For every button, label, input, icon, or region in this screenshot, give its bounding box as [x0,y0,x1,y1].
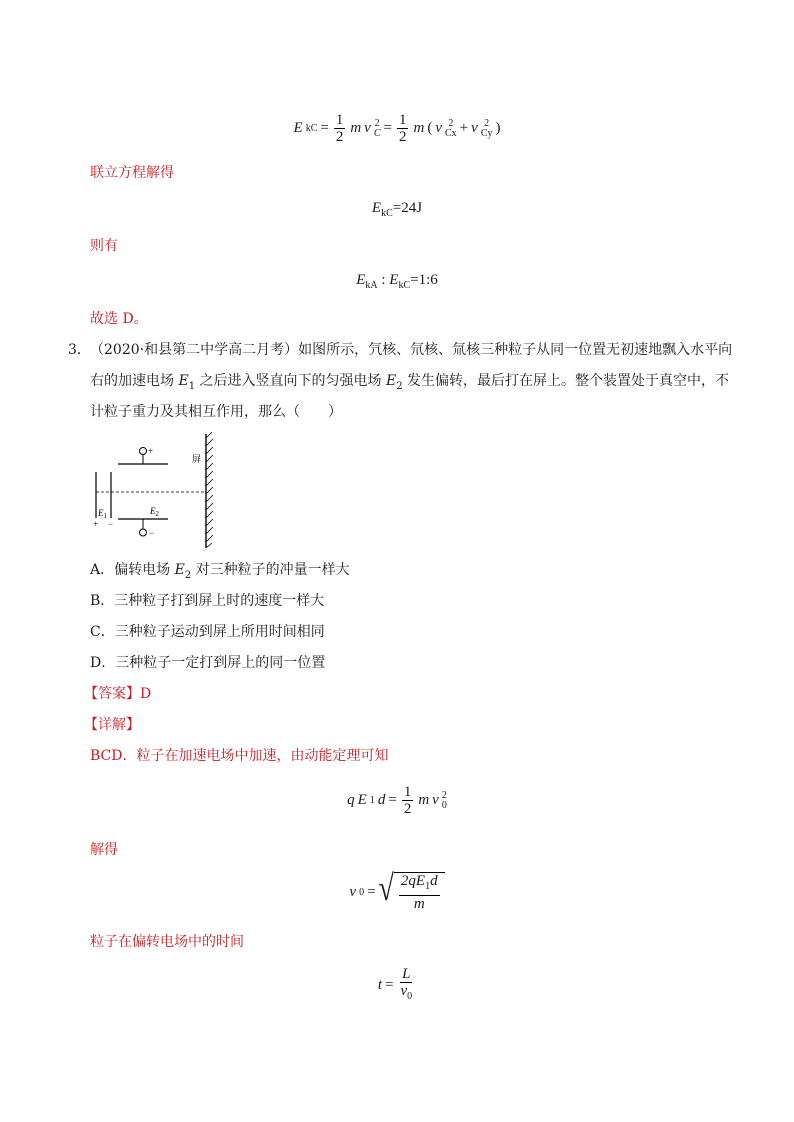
formula-v0 [0,868,794,912]
symbol-m: m [350,120,362,136]
radical-sign: √ [378,868,394,909]
subscript: 1 [369,795,375,806]
radicand [394,872,445,912]
symbol-t: t [377,977,383,993]
symbol-e: E [385,373,397,389]
fraction [399,873,440,912]
option-d: D．三种粒子一定打到屏上的同一位置 [90,655,326,671]
question-line-3: 计粒子重力及其相互作用，那么（ ） [90,404,342,420]
formula-rhs: =24J [392,200,423,216]
subscript: C [373,127,381,139]
subscript: 2 [184,569,192,581]
subscript: kA [365,280,378,291]
question-line-1: （2020·和县第二中学高二月考）如图所示，氕核、氘核、氚核三种粒子从同一位置无初速地飘入水平向 [90,342,733,358]
symbol-m: m [418,792,430,808]
symbol-e: E [178,373,189,389]
denominator: m [413,896,425,912]
formula-time [0,966,794,1005]
e1-label: $E_1$ [98,508,107,520]
paren-close: ) [495,120,501,136]
denominator: 2 [335,129,344,145]
symbol-m: m [413,120,425,136]
subscript: 0 [359,886,365,898]
option-c: C．三种粒子运动到屏上所用时间相同 [90,624,325,640]
numerator: $2qE_1d$ [399,873,440,896]
subscript: 2 [396,380,403,392]
e2-label: $E_2$ [150,506,159,518]
symbol-d: d [377,792,386,808]
option-a [90,560,350,586]
symbol-e: E [389,272,399,288]
screen-hatching [206,432,213,548]
text-fragment: A．偏转电场 [90,562,175,578]
subscript: kC [398,280,411,291]
answer-label: 【答案】D [84,686,152,702]
square-root [378,868,445,912]
minus-left-label: − [108,519,114,529]
symbol-v: v [435,120,442,136]
formula-work-energy [0,784,794,817]
plus-top-label: + [148,446,154,456]
bottom-terminal-icon [140,529,147,536]
symbol-v: v [364,120,371,136]
text-bcd: BCD．粒子在加速电场中加速，由动能定理可知 [90,748,389,764]
option-b: B．三种粒子打到屏上时的速度一样大 [90,593,325,609]
symbol-e: E [371,200,382,216]
subscript: Cy [480,127,493,139]
denominator: $v_0$ [400,983,413,1002]
formula-kinetic-energy-c [0,112,794,145]
denominator: 2 [403,801,412,817]
subscript: 1 [188,380,196,392]
text-fragment: 发生偏转，最后打在屏上。整个装置处于真空中，不 [402,373,730,389]
superscript: 2 [448,117,454,129]
formula-ratio [0,272,794,291]
fraction-half [397,112,409,145]
superscript: 2 [484,117,490,129]
text-lianli: 联立方程解得 [90,165,174,181]
top-terminal-icon [140,448,147,455]
text-fragment: 之后进入竖直向下的匀强电场 [195,373,386,389]
text-jiede: 解得 [90,842,118,858]
fraction [398,966,414,1005]
numerator: 1 [403,784,412,800]
fraction-half [334,112,346,145]
subscript: Cx [445,127,457,139]
equals-sign: = [367,883,376,900]
numerator: 1 [335,112,344,128]
symbol-v: v [432,792,439,808]
question-line-2 [90,371,729,397]
plus-sign: + [459,120,469,136]
screen-label: 屏 [192,454,202,464]
equals-sign: = [385,977,394,993]
text-guxuan: 故选 D。 [90,311,148,327]
subscript: kC [305,123,318,134]
subscript: 0 [441,799,447,811]
superscript: 2 [441,789,447,801]
physics-diagram [88,432,228,552]
numerator: 1 [398,112,407,128]
equals-sign: = [383,120,392,136]
plus-left-label: + [93,519,99,529]
symbol-e: E [357,792,367,808]
symbol-e: E [293,120,303,136]
symbol-v: v [349,883,357,900]
minus-bottom-label: − [149,528,155,538]
symbol-e: E [356,272,366,288]
equals-sign: = [388,792,397,808]
symbol-v: v [471,120,478,136]
formula-rhs: =1:6 [410,272,438,288]
symbol-q: q [347,792,355,808]
subscript: kC [381,208,393,219]
paren-open: ( [427,120,433,136]
text-zeyou: 则有 [90,238,118,254]
text-fragment: 对三种粒子的冲量一样大 [191,562,350,578]
detail-label: 【详解】 [84,717,140,733]
question-number: 3． [68,342,91,358]
denominator: 2 [398,129,407,145]
equals-sign: = [320,120,329,136]
colon: : [377,272,390,288]
superscript: 2 [374,117,380,129]
formula-ekc-value [0,200,794,219]
text-time: 粒子在偏转电场中的时间 [90,934,244,950]
numerator: L [402,966,411,982]
symbol-e: E [174,562,185,578]
fraction-half [402,784,414,817]
text-fragment: 右的加速电场 [90,373,179,389]
